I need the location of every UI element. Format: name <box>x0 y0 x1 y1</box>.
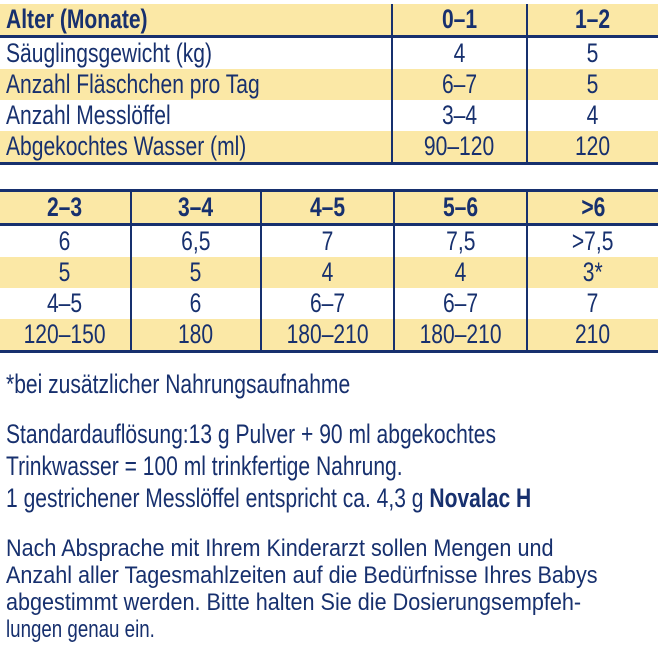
table1-header-row <box>0 4 658 37</box>
table-cell: 5 <box>0 257 131 288</box>
table-cell: 5 <box>527 69 658 100</box>
table-cell: 6 <box>59 226 71 256</box>
table-cell: 180–210 <box>394 319 527 352</box>
standard-preparation <box>6 418 658 514</box>
table-cell: 4 <box>392 37 527 70</box>
age-col-3-4: 3–4 <box>131 191 261 225</box>
table-cell: 6–7 <box>261 288 394 319</box>
row-label-weight: Säuglingsgewicht (kg) <box>6 38 213 68</box>
advice-paragraph <box>6 535 654 643</box>
age-col-over-6: >6 <box>527 191 658 225</box>
table-cell: 6–7 <box>394 288 527 319</box>
table2-header-row <box>0 191 658 225</box>
brand-name: Novalac H <box>429 483 532 513</box>
age-col-5-6: 5–6 <box>394 191 527 225</box>
age-col-4-5: 4–5 <box>261 191 394 225</box>
table-cell: 90–120 <box>392 131 527 164</box>
table-cell: 4 <box>261 257 394 288</box>
table-cell: 7,5 <box>394 225 527 258</box>
feeding-table-2-plus-months <box>0 189 658 353</box>
standard-line-2: Trinkwasser = 100 ml trinkfertige Nahrung. <box>6 451 403 481</box>
age-col-1-2: 1–2 <box>527 4 658 37</box>
table-cell: 3* <box>527 257 658 288</box>
row-label-scoops: Anzahl Messlöffel <box>6 100 171 130</box>
table-cell: 6–7 <box>392 69 527 100</box>
row-label-bottles: Anzahl Fläschchen pro Tag <box>0 69 392 100</box>
table-cell: 120–150 <box>0 319 131 352</box>
table-row <box>0 69 658 100</box>
table-cell: >7,5 <box>527 225 658 258</box>
table-cell: 4 <box>527 100 658 131</box>
row-label-water: Abgekochtes Wasser (ml) <box>0 131 392 164</box>
table-cell: 180 <box>131 319 261 352</box>
table-cell: 180–210 <box>261 319 394 352</box>
table-cell: 5 <box>131 257 261 288</box>
advice-line: abgestimmt werden. Bitte halten Sie die Dosierungsempfeh- <box>6 589 582 616</box>
table-row <box>0 37 658 70</box>
table-row <box>0 319 658 352</box>
table-cell: 7 <box>527 288 658 319</box>
age-col-0-1: 0–1 <box>392 4 527 37</box>
table-row <box>0 288 658 319</box>
table-cell: 210 <box>527 319 658 352</box>
table-cell: 120 <box>527 131 658 164</box>
table-row <box>0 225 658 258</box>
table-cell: 6 <box>131 288 261 319</box>
table-cell: 4–5 <box>47 288 83 318</box>
table-cell: 5 <box>527 37 658 70</box>
table-row <box>0 131 658 164</box>
standard-line-3: 1 gestrichener Messlöffel entspricht ca. 4,3 g Novalac H <box>6 483 532 513</box>
feeding-table-0-2-months <box>0 4 658 165</box>
age-header: Alter (Monate) <box>0 4 392 37</box>
table-cell: 6,5 <box>131 225 261 258</box>
table-row <box>0 100 658 131</box>
advice-line: Anzahl aller Tagesmahlzeiten auf die Bedürfnisse Ihres Babys <box>6 562 598 589</box>
age-col-2-3: 2–3 <box>0 191 131 225</box>
standard-line-1: Standardauflösung:13 g Pulver + 90 ml abgekochtes <box>6 419 496 449</box>
table-cell: 3–4 <box>392 100 527 131</box>
footnote: *bei zusätzlicher Nahrungsaufnahme <box>6 369 351 399</box>
table-row <box>0 257 658 288</box>
advice-line-last: lungen genau ein. <box>6 616 155 643</box>
table-cell: 7 <box>261 225 394 258</box>
advice-line: Nach Absprache mit Ihrem Kinderarzt sollen Mengen und <box>6 535 554 562</box>
table-cell: 4 <box>394 257 527 288</box>
